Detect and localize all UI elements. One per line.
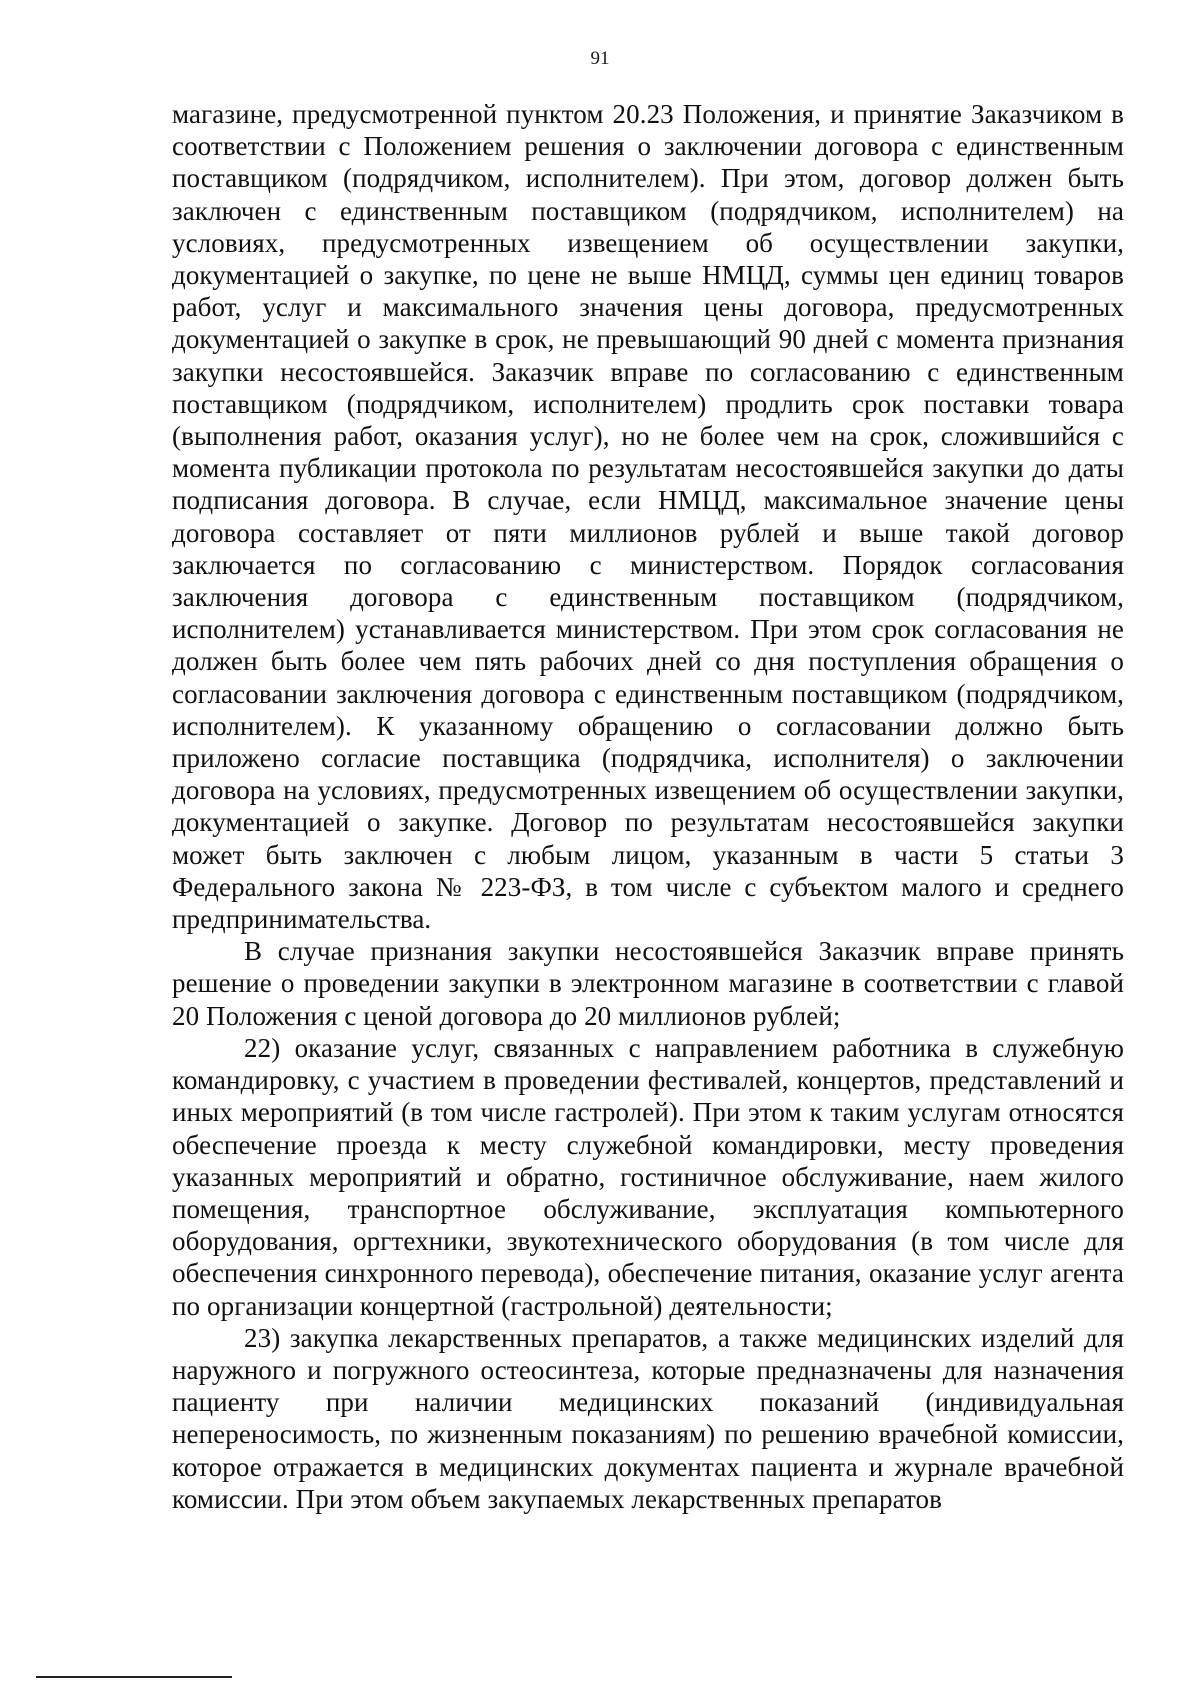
paragraph-1: магазине, предусмотренной пунктом 20.23 Положения, и принятие Заказчиком в соответствии с Положением решения о заключении договора с единственным поставщиком (подрядчиком, исполнителем). При этом, договор должен быть заключен с единственным поставщиком (подрядчиком, исполнителем) на условиях, предусмотренных извещением об осуществлении закупки, документацией о закупке, по цене не выше НМЦД, суммы цен единиц товаров работ, услуг и максимального значения цены договора, предусмотренных документацией о закупке в срок, не превышающий 90 дней с момента признания закупки несостоявшейся. Заказчик вправе по согласованию с единственным поставщиком (подрядчиком, исполнителем) продлить срок поставки товара (выполнения работ, оказания услуг), но не более чем на срок, сложившийся с момента публикации протокола по результатам несостоявшейся закупки до даты подписания договора. В случае, если НМЦД, максимальное значение цены договора составляет от пяти миллионов рублей и выше такой договор заключается по согласованию с министерством. Порядок согласования заключения договора с единственным поставщиком (подрядчиком, исполнителем) устанавливается министерством. При этом срок согласования не должен быть более чем пять рабочих дней со дня поступления обращения о согласовании заключения договора с единственным поставщиком (подрядчиком, исполнителем). К указанному обращению о согласовании должно быть приложено согласие поставщика (подрядчика, исполнителя) о заключении договора на условиях, предусмотренных извещением об осуществлении закупки, документацией о закупке. Договор по результатам несостоявшейся закупки может быть заключен с любым лицом, указанным в части 5 статьи 3 Федерального закона № 223-ФЗ, в том числе с субъектом малого и среднего предпринимательства. xyxy=(172,99,1124,935)
page-number: 91 xyxy=(590,48,610,69)
document-body xyxy=(172,98,1124,1515)
footnote-divider xyxy=(36,1676,232,1678)
paragraph-2: В случае признания закупки несостоявшейся Заказчик вправе принять решение о проведении закупки в электронном магазине в соответствии с главой 20 Положения с ценой договора до 20 миллионов рублей; xyxy=(172,936,1124,1031)
paragraph-item-23: 23) закупка лекарственных препаратов, а также медицинских изделий для наружного и погружного остеосинтеза, которые предназначены для назначения пациенту при наличии медицинских показаний (индивидуальная непереносимость, по жизненным показаниям) по решению врачебной комиссии, которое отражается в медицинских документах пациента и журнале врачебной комиссии. При этом объем закупаемых лекарственных препаратов xyxy=(172,1322,1124,1514)
paragraph-item-22: 22) оказание услуг, связанных с направлением работника в служебную командировку, с участием в проведении фестивалей, концертов, представлений и иных мероприятий (в том числе гастролей). При этом к таким услугам относятся обеспечение проезда к месту служебной командировки, месту проведения указанных мероприятий и обратно, гостиничное обслуживание, наем жилого помещения, транспортное обслуживание, эксплуатация компьютерного оборудования, оргтехники, звукотехнического оборудования (в том числе для обеспечения синхронного перевода), обеспечение питания, оказание услуг агента по организации концертной (гастрольной) деятельности; xyxy=(172,1032,1124,1321)
